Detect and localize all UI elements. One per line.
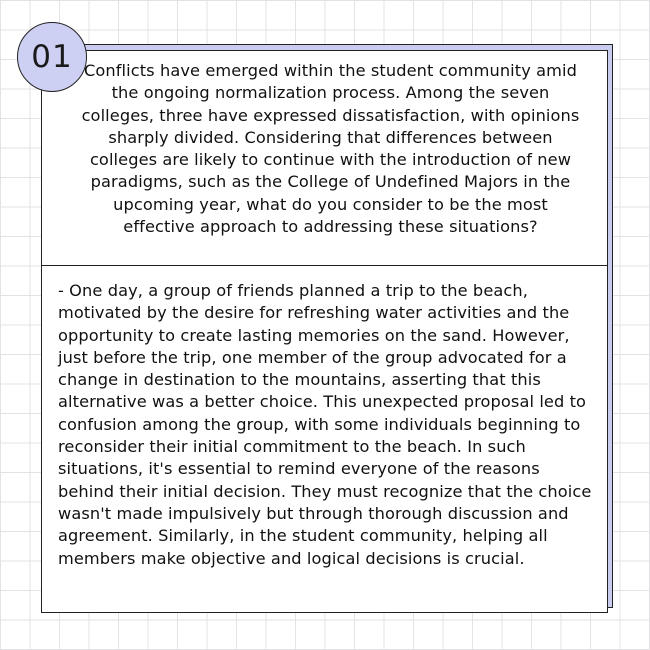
qa-card <box>41 50 608 613</box>
badge-number: 01 <box>31 39 73 75</box>
question-text: Conflicts have emerged within the student community amid the ongoing normalization process. Among the seven colleges, three have expressed dissatisfaction, with opinions sharply divided. Considering that differences between colleges are likely to continue with the introduction of new paradigms, such as the College of Undefined Majors in the upcoming year, what do you consider to be the most effective approach to addressing these situations? <box>42 51 607 266</box>
answer-text: - One day, a group of friends planned a trip to the beach, motivated by the desire for refreshing water activities and the opportunity to create lasting memories on the sand. However, just before the trip, one member of the group advocated for a change in destination to the mountains, asserting that this alternative was a better choice. This unexpected proposal led to confusion among the group, with some individuals beginning to reconsider their initial commitment to the beach. In such situations, it's essential to remind everyone of the reasons behind their initial decision. They must recognize that the choice wasn't made impulsively but through thorough discussion and agreement. Similarly, in the student community, helping all members make objective and logical decisions is crucial. <box>58 281 592 568</box>
number-badge <box>17 22 87 92</box>
